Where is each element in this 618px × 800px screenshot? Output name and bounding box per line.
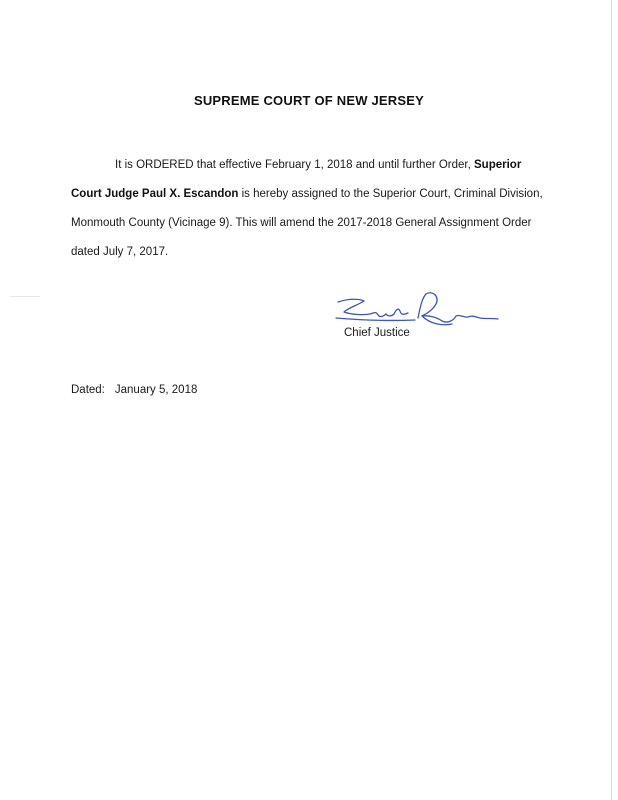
page-edge-line xyxy=(611,0,612,800)
order-text-before: It is ORDERED that effective February 1, 2018 and until further Order, xyxy=(115,159,475,171)
dated-label: Dated: xyxy=(71,384,105,396)
signer-title: Chief Justice xyxy=(344,327,410,339)
dated-value: January 5, 2018 xyxy=(114,384,198,396)
dated-line xyxy=(71,384,197,396)
order-text-after: is hereby assigned to the Superior Court, Criminal Division, Monmouth County (Vicinage 9). This will amend the 2017-2018 General Assignment Order dated July 7, 2017. xyxy=(71,188,543,258)
judge-name: Superior Court Judge Paul X. Escandon xyxy=(71,159,522,200)
scan-artifact xyxy=(10,296,40,297)
court-heading: SUPREME COURT OF NEW JERSEY xyxy=(193,93,425,108)
order-paragraph xyxy=(71,151,549,267)
